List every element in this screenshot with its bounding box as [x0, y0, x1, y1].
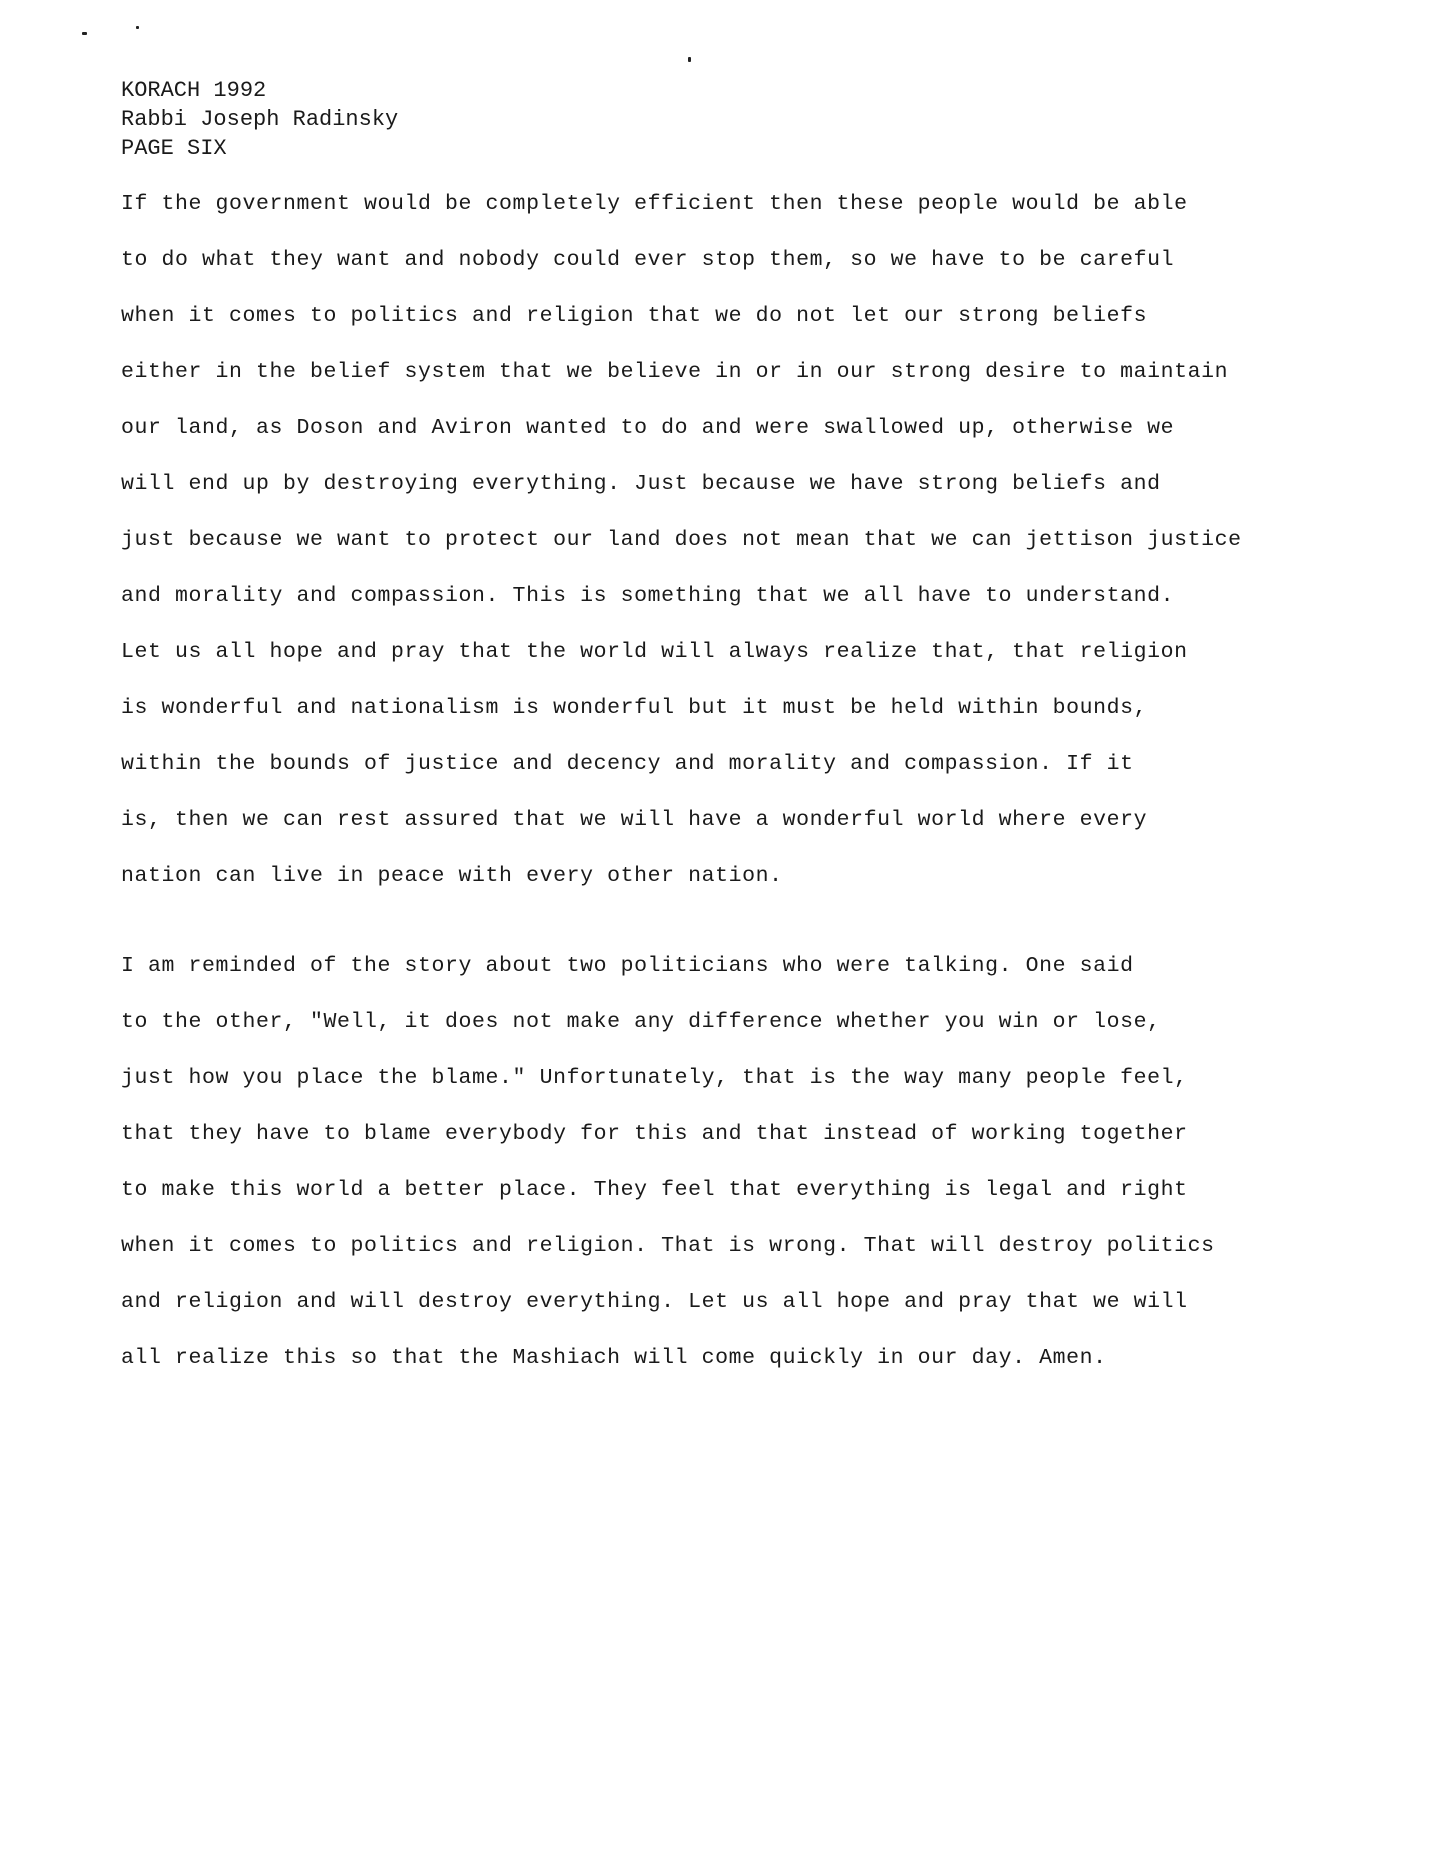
text-line: If the government would be completely efficient then these people would be able: [121, 192, 1188, 216]
paragraph: [121, 938, 1215, 1386]
text-line: that they have to blame everybody for this and that instead of working together: [121, 1122, 1188, 1146]
text-line: just how you place the blame." Unfortunately, that is the way many people feel,: [121, 1066, 1188, 1090]
document-header: [121, 76, 398, 163]
text-line: and religion and will destroy everything. Let us all hope and pray that we will: [121, 1290, 1188, 1314]
text-line: to make this world a better place. They feel that everything is legal and right: [121, 1178, 1188, 1202]
scan-speck: [82, 32, 87, 35]
text-line: is wonderful and nationalism is wonderful but it must be held within bounds,: [121, 696, 1148, 720]
text-line: within the bounds of justice and decency and morality and compassion. If it: [121, 752, 1134, 776]
text-line: all realize this so that the Mashiach will come quickly in our day. Amen.: [121, 1346, 1107, 1370]
page-label: PAGE SIX: [121, 136, 227, 161]
text-line: and morality and compassion. This is something that we all have to understand.: [121, 584, 1175, 608]
text-line: to the other, "Well, it does not make any difference whether you win or lose,: [121, 1010, 1161, 1034]
text-line: nation can live in peace with every other nation.: [121, 864, 783, 888]
text-line: just because we want to protect our land does not mean that we can jettison justice: [121, 528, 1242, 552]
text-line: is, then we can rest assured that we will have a wonderful world where every: [121, 808, 1148, 832]
document-author: Rabbi Joseph Radinsky: [121, 107, 399, 132]
scan-speck: [136, 26, 139, 29]
text-line: to do what they want and nobody could ever stop them, so we have to be careful: [121, 248, 1175, 272]
text-line: Let us all hope and pray that the world will always realize that, that religion: [121, 640, 1188, 664]
text-line: our land, as Doson and Aviron wanted to do and were swallowed up, otherwise we: [121, 416, 1175, 440]
text-line: I am reminded of the story about two politicians who were talking. One said: [121, 954, 1134, 978]
paragraph: [121, 176, 1242, 904]
scan-speck: [688, 57, 691, 62]
text-line: will end up by destroying everything. Just because we have strong beliefs and: [121, 472, 1161, 496]
text-line: when it comes to politics and religion. That is wrong. That will destroy politics: [121, 1234, 1215, 1258]
document-title: KORACH 1992: [121, 78, 267, 103]
text-line: either in the belief system that we believe in or in our strong desire to maintain: [121, 360, 1229, 384]
text-line: when it comes to politics and religion that we do not let our strong beliefs: [121, 304, 1148, 328]
